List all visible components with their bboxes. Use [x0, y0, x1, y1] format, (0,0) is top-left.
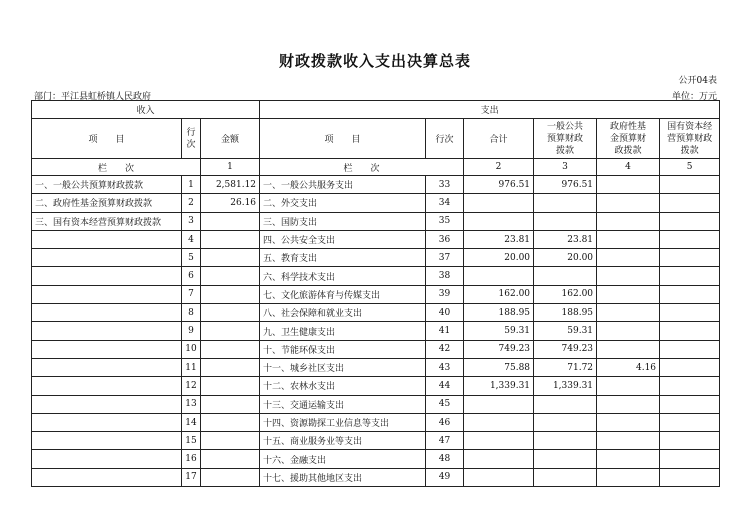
income-item-header: 项 目 — [32, 119, 182, 159]
state-capital-amount — [660, 358, 720, 376]
column-no-general: 3 — [534, 159, 597, 176]
income-amount — [201, 212, 260, 230]
income-line-no: 3 — [182, 212, 201, 230]
income-line-no: 12 — [182, 377, 201, 395]
expense-line-no: 41 — [426, 322, 464, 340]
income-amount — [201, 267, 260, 285]
expense-line-no: 47 — [426, 432, 464, 450]
income-amount — [201, 468, 260, 486]
income-amount — [201, 413, 260, 431]
expense-total: 1,339.31 — [464, 377, 534, 395]
income-line-no: 2 — [182, 194, 201, 212]
income-item: 二、政府性基金预算财政拨款 — [32, 194, 182, 212]
table-row — [32, 267, 720, 285]
income-line-no: 16 — [182, 450, 201, 468]
gov-fund-amount: 4.16 — [597, 358, 660, 376]
gov-fund-amount — [597, 450, 660, 468]
gov-fund-amount — [597, 468, 660, 486]
income-amount — [201, 285, 260, 303]
form-number: 公开04表 — [678, 76, 717, 86]
gov-fund-header: 政府性基 金预算财 政拨款 — [597, 119, 660, 159]
column-no-state: 5 — [660, 159, 720, 176]
income-amount — [201, 340, 260, 358]
income-item — [32, 340, 182, 358]
state-capital-amount — [660, 285, 720, 303]
table-row — [32, 304, 720, 322]
income-amount — [201, 249, 260, 267]
table-row — [32, 194, 720, 212]
state-capital-amount — [660, 230, 720, 248]
expense-item: 十四、资源勘探工业信息等支出 — [260, 413, 426, 431]
income-line-header: 行 次 — [182, 119, 201, 159]
expense-line-no: 42 — [426, 340, 464, 358]
state-capital-amount — [660, 450, 720, 468]
table-row — [32, 377, 720, 395]
state-capital-header: 国有资本经 营预算财政 拨款 — [660, 119, 720, 159]
state-capital-amount — [660, 267, 720, 285]
expense-item: 四、公共安全支出 — [260, 230, 426, 248]
expense-total: 188.95 — [464, 304, 534, 322]
income-item — [32, 285, 182, 303]
table-row — [32, 340, 720, 358]
expense-item: 十七、援助其他地区支出 — [260, 468, 426, 486]
expense-total — [464, 432, 534, 450]
expense-item: 五、教育支出 — [260, 249, 426, 267]
expense-line-no: 39 — [426, 285, 464, 303]
general-budget-amount — [534, 432, 597, 450]
income-line-no: 7 — [182, 285, 201, 303]
income-amount: 26.16 — [201, 194, 260, 212]
income-amount — [201, 432, 260, 450]
expense-total: 75.88 — [464, 358, 534, 376]
income-line-no: 10 — [182, 340, 201, 358]
income-line-no: 4 — [182, 230, 201, 248]
gov-fund-amount — [597, 267, 660, 285]
gov-fund-amount — [597, 194, 660, 212]
income-item — [32, 377, 182, 395]
income-item: 一、一般公共预算财政拨款 — [32, 176, 182, 194]
expense-total — [464, 468, 534, 486]
expense-total — [464, 450, 534, 468]
expense-item: 八、社会保障和就业支出 — [260, 304, 426, 322]
income-item — [32, 413, 182, 431]
income-item — [32, 432, 182, 450]
income-amount: 2,581.12 — [201, 176, 260, 194]
unit-label: 单位：万元 — [671, 92, 717, 102]
amount-header: 金额 — [201, 119, 260, 159]
gov-fund-amount — [597, 340, 660, 358]
general-budget-amount — [534, 194, 597, 212]
state-capital-amount — [660, 304, 720, 322]
report-title: 财政拨款收入支出决算总表 — [278, 52, 471, 70]
income-amount — [201, 230, 260, 248]
expense-total: 976.51 — [464, 176, 534, 194]
state-capital-amount — [660, 432, 720, 450]
gov-fund-amount — [597, 249, 660, 267]
expense-line-no: 38 — [426, 267, 464, 285]
gov-fund-amount — [597, 377, 660, 395]
expense-total: 749.23 — [464, 340, 534, 358]
expense-total — [464, 212, 534, 230]
column-label-expense: 栏 次 — [260, 159, 464, 176]
table-row — [32, 322, 720, 340]
fiscal-summary-table — [31, 100, 720, 487]
column-no-govfund: 4 — [597, 159, 660, 176]
income-item — [32, 304, 182, 322]
gov-fund-amount — [597, 432, 660, 450]
income-line-no: 5 — [182, 249, 201, 267]
table-row — [32, 212, 720, 230]
table-row — [32, 285, 720, 303]
income-line-no: 14 — [182, 413, 201, 431]
gov-fund-amount — [597, 285, 660, 303]
general-budget-amount: 976.51 — [534, 176, 597, 194]
income-line-no: 17 — [182, 468, 201, 486]
expense-total — [464, 395, 534, 413]
income-line-no: 6 — [182, 267, 201, 285]
income-item — [32, 267, 182, 285]
state-capital-amount — [660, 176, 720, 194]
income-item — [32, 468, 182, 486]
general-budget-amount — [534, 413, 597, 431]
income-amount — [201, 322, 260, 340]
expense-item-header: 项 目 — [260, 119, 426, 159]
table-row — [32, 468, 720, 486]
expense-item: 十三、交通运输支出 — [260, 395, 426, 413]
general-budget-amount: 1,339.31 — [534, 377, 597, 395]
income-line-no: 13 — [182, 395, 201, 413]
department-label: 部门：平江县虹桥镇人民政府 — [34, 92, 152, 102]
expense-total: 162.00 — [464, 285, 534, 303]
state-capital-amount — [660, 413, 720, 431]
general-budget-amount: 749.23 — [534, 340, 597, 358]
general-budget-amount: 71.72 — [534, 358, 597, 376]
total-header: 合计 — [464, 119, 534, 159]
general-budget-amount: 162.00 — [534, 285, 597, 303]
general-budget-amount — [534, 267, 597, 285]
expense-item: 一、一般公共服务支出 — [260, 176, 426, 194]
expense-item: 十一、城乡社区支出 — [260, 358, 426, 376]
gov-fund-amount — [597, 322, 660, 340]
expense-item: 十五、商业服务业等支出 — [260, 432, 426, 450]
general-budget-amount: 20.00 — [534, 249, 597, 267]
table-row — [32, 395, 720, 413]
table-row — [32, 358, 720, 376]
expense-item: 二、外交支出 — [260, 194, 426, 212]
gov-fund-amount — [597, 395, 660, 413]
expense-total: 23.81 — [464, 230, 534, 248]
expense-total — [464, 194, 534, 212]
expense-line-no: 43 — [426, 358, 464, 376]
expense-total — [464, 267, 534, 285]
expense-total: 59.31 — [464, 322, 534, 340]
expense-line-no: 33 — [426, 176, 464, 194]
gov-fund-amount — [597, 304, 660, 322]
table-row — [32, 230, 720, 248]
income-item — [32, 322, 182, 340]
table-row — [32, 176, 720, 194]
expense-total — [464, 413, 534, 431]
income-line-no: 8 — [182, 304, 201, 322]
income-amount — [201, 377, 260, 395]
state-capital-amount — [660, 340, 720, 358]
table-row — [32, 450, 720, 468]
gov-fund-amount — [597, 413, 660, 431]
income-item — [32, 450, 182, 468]
expense-header: 支出 — [260, 101, 720, 119]
expense-line-no: 36 — [426, 230, 464, 248]
expense-total: 20.00 — [464, 249, 534, 267]
expense-line-no: 35 — [426, 212, 464, 230]
general-budget-amount: 59.31 — [534, 322, 597, 340]
income-item — [32, 230, 182, 248]
expense-line-header: 行次 — [426, 119, 464, 159]
expense-item: 九、卫生健康支出 — [260, 322, 426, 340]
expense-item: 十、节能环保支出 — [260, 340, 426, 358]
column-label-income: 栏 次 — [32, 159, 201, 176]
gov-fund-amount — [597, 212, 660, 230]
column-no-total: 2 — [464, 159, 534, 176]
income-item — [32, 358, 182, 376]
expense-item: 十六、金融支出 — [260, 450, 426, 468]
expense-line-no: 46 — [426, 413, 464, 431]
income-header: 收入 — [32, 101, 260, 119]
income-amount — [201, 395, 260, 413]
income-line-no: 11 — [182, 358, 201, 376]
income-item: 三、国有资本经营预算财政拨款 — [32, 212, 182, 230]
state-capital-amount — [660, 194, 720, 212]
income-line-no: 15 — [182, 432, 201, 450]
general-budget-amount — [534, 468, 597, 486]
expense-line-no: 40 — [426, 304, 464, 322]
general-budget-amount — [534, 395, 597, 413]
income-item — [32, 395, 182, 413]
expense-item: 六、科学技术支出 — [260, 267, 426, 285]
table-row — [32, 249, 720, 267]
table-row — [32, 413, 720, 431]
state-capital-amount — [660, 212, 720, 230]
gov-fund-amount — [597, 176, 660, 194]
expense-line-no: 49 — [426, 468, 464, 486]
general-budget-amount: 23.81 — [534, 230, 597, 248]
expense-line-no: 44 — [426, 377, 464, 395]
income-line-no: 9 — [182, 322, 201, 340]
state-capital-amount — [660, 377, 720, 395]
expense-line-no: 48 — [426, 450, 464, 468]
state-capital-amount — [660, 322, 720, 340]
general-budget-amount — [534, 212, 597, 230]
expense-line-no: 34 — [426, 194, 464, 212]
state-capital-amount — [660, 249, 720, 267]
state-capital-amount — [660, 468, 720, 486]
general-budget-amount — [534, 450, 597, 468]
column-no-amount: 1 — [201, 159, 260, 176]
income-item — [32, 249, 182, 267]
general-budget-header: 一般公共 预算财政 拨款 — [534, 119, 597, 159]
expense-line-no: 37 — [426, 249, 464, 267]
gov-fund-amount — [597, 230, 660, 248]
income-amount — [201, 304, 260, 322]
income-line-no: 1 — [182, 176, 201, 194]
expense-item: 七、文化旅游体育与传媒支出 — [260, 285, 426, 303]
table-row — [32, 432, 720, 450]
general-budget-amount: 188.95 — [534, 304, 597, 322]
expense-line-no: 45 — [426, 395, 464, 413]
income-amount — [201, 358, 260, 376]
expense-item: 十二、农林水支出 — [260, 377, 426, 395]
expense-item: 三、国防支出 — [260, 212, 426, 230]
state-capital-amount — [660, 395, 720, 413]
income-amount — [201, 450, 260, 468]
